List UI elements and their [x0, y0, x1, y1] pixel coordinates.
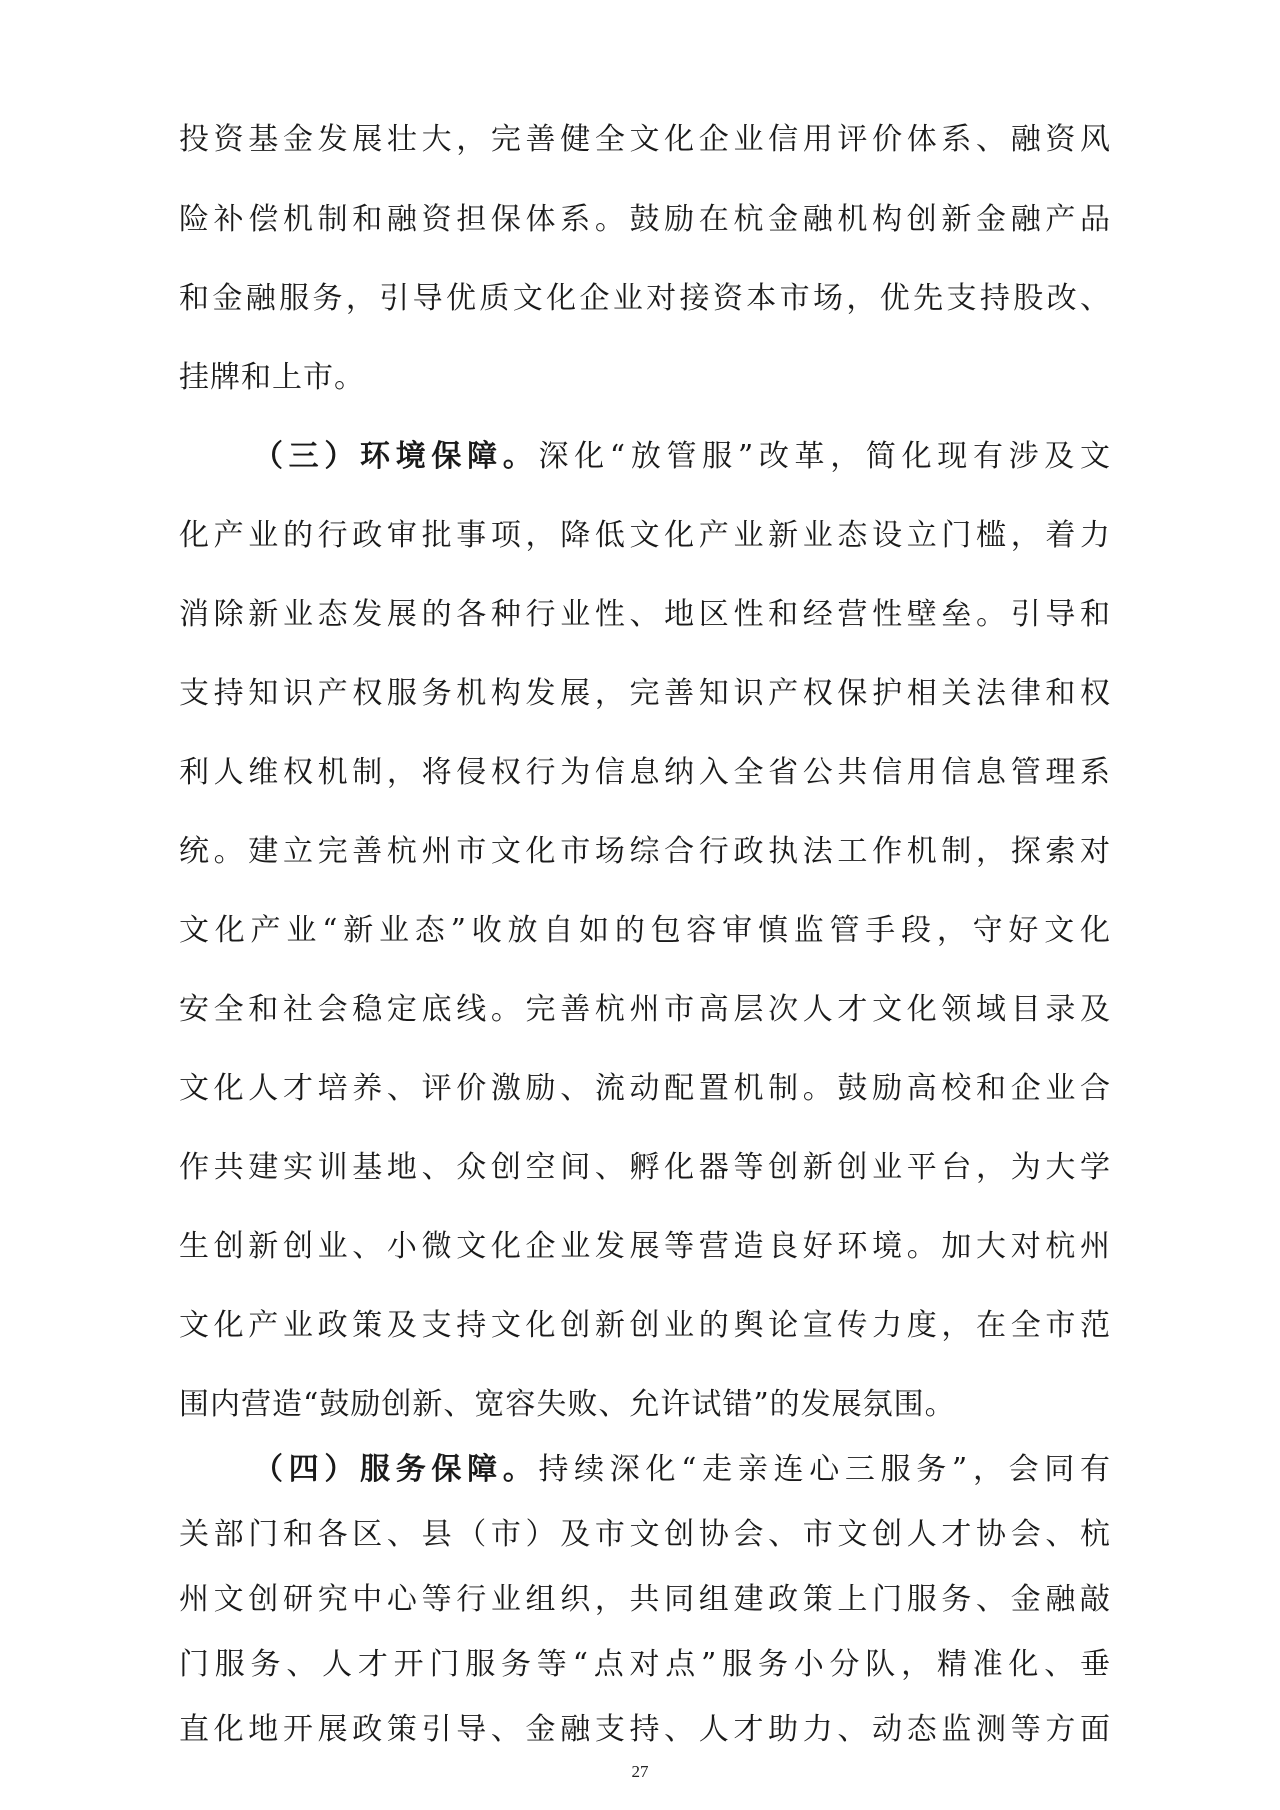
paragraph-1-line-4: 挂牌和上市。 [179, 360, 365, 395]
paragraph-2-line-2: 化产业的行政审批事项，降低文化产业新业态设立门槛，着力 [179, 518, 1111, 553]
paragraph-3-line-3: 州文创研究中心等行业组织，共同组建政策上门服务、金融敲 [179, 1582, 1111, 1617]
paragraph-3-first-line-text: 持续深化“走亲连心三服务”，会同有 [538, 1452, 1111, 1487]
paragraph-1-line-2: 险补偿机制和融资担保体系。鼓励在杭金融机构创新金融产品 [179, 202, 1111, 237]
paragraph-2-line-12: 文化产业政策及支持文化创新创业的舆论宣传力度，在全市范 [179, 1308, 1111, 1343]
paragraph-2-line-8: 安全和社会稳定底线。完善杭州市高层次人才文化领域目录及 [179, 992, 1111, 1027]
paragraph-3-heading: （四）服务保障。 [253, 1452, 539, 1487]
paragraph-2-line-3: 消除新业态发展的各种行业性、地区性和经营性壁垒。引导和 [179, 597, 1111, 632]
page-number: 27 [631, 1762, 649, 1781]
paragraph-3-line-5: 直化地开展政策引导、金融支持、人才助力、动态监测等方面 [179, 1712, 1111, 1747]
paragraph-2-line-5: 利人维权机制，将侵权行为信息纳入全省公共信用信息管理系 [179, 755, 1111, 790]
paragraph-3-line-2: 关部门和各区、县（市）及市文创协会、市文创人才协会、杭 [179, 1517, 1111, 1552]
paragraph-2-line-6: 统。建立完善杭州市文化市场综合行政执法工作机制，探索对 [179, 834, 1111, 869]
paragraph-3-line-4: 门服务、人才开门服务等“点对点”服务小分队，精准化、垂 [179, 1647, 1111, 1682]
paragraph-2-first-line-text: 深化“放管服”改革，简化现有涉及文 [538, 439, 1111, 474]
paragraph-2-line-4: 支持知识产权服务机构发展，完善知识产权保护相关法律和权 [179, 676, 1111, 711]
paragraph-2-line-7: 文化产业“新业态”收放自如的包容审慎监管手段，守好文化 [179, 913, 1111, 948]
paragraph-2-heading: （三）环境保障。 [253, 439, 539, 474]
paragraph-2-line-11: 生创新创业、小微文化企业发展等营造良好环境。加大对杭州 [179, 1229, 1111, 1264]
paragraph-2-line-9: 文化人才培养、评价激励、流动配置机制。鼓励高校和企业合 [179, 1071, 1111, 1106]
paragraph-3-line-1 [253, 1444, 1111, 1496]
paragraph-1-line-3: 和金融服务，引导优质文化企业对接资本市场，优先支持股改、 [179, 281, 1111, 316]
paragraph-1-line-1: 投资基金发展壮大，完善健全文化企业信用评价体系、融资风 [179, 122, 1111, 157]
paragraph-2-line-1 [253, 431, 1111, 483]
paragraph-2-line-10: 作共建实训基地、众创空间、孵化器等创新创业平台，为大学 [179, 1150, 1111, 1185]
paragraph-2-line-13: 围内营造“鼓励创新、宽容失败、允许试错”的发展氛围。 [179, 1387, 956, 1422]
